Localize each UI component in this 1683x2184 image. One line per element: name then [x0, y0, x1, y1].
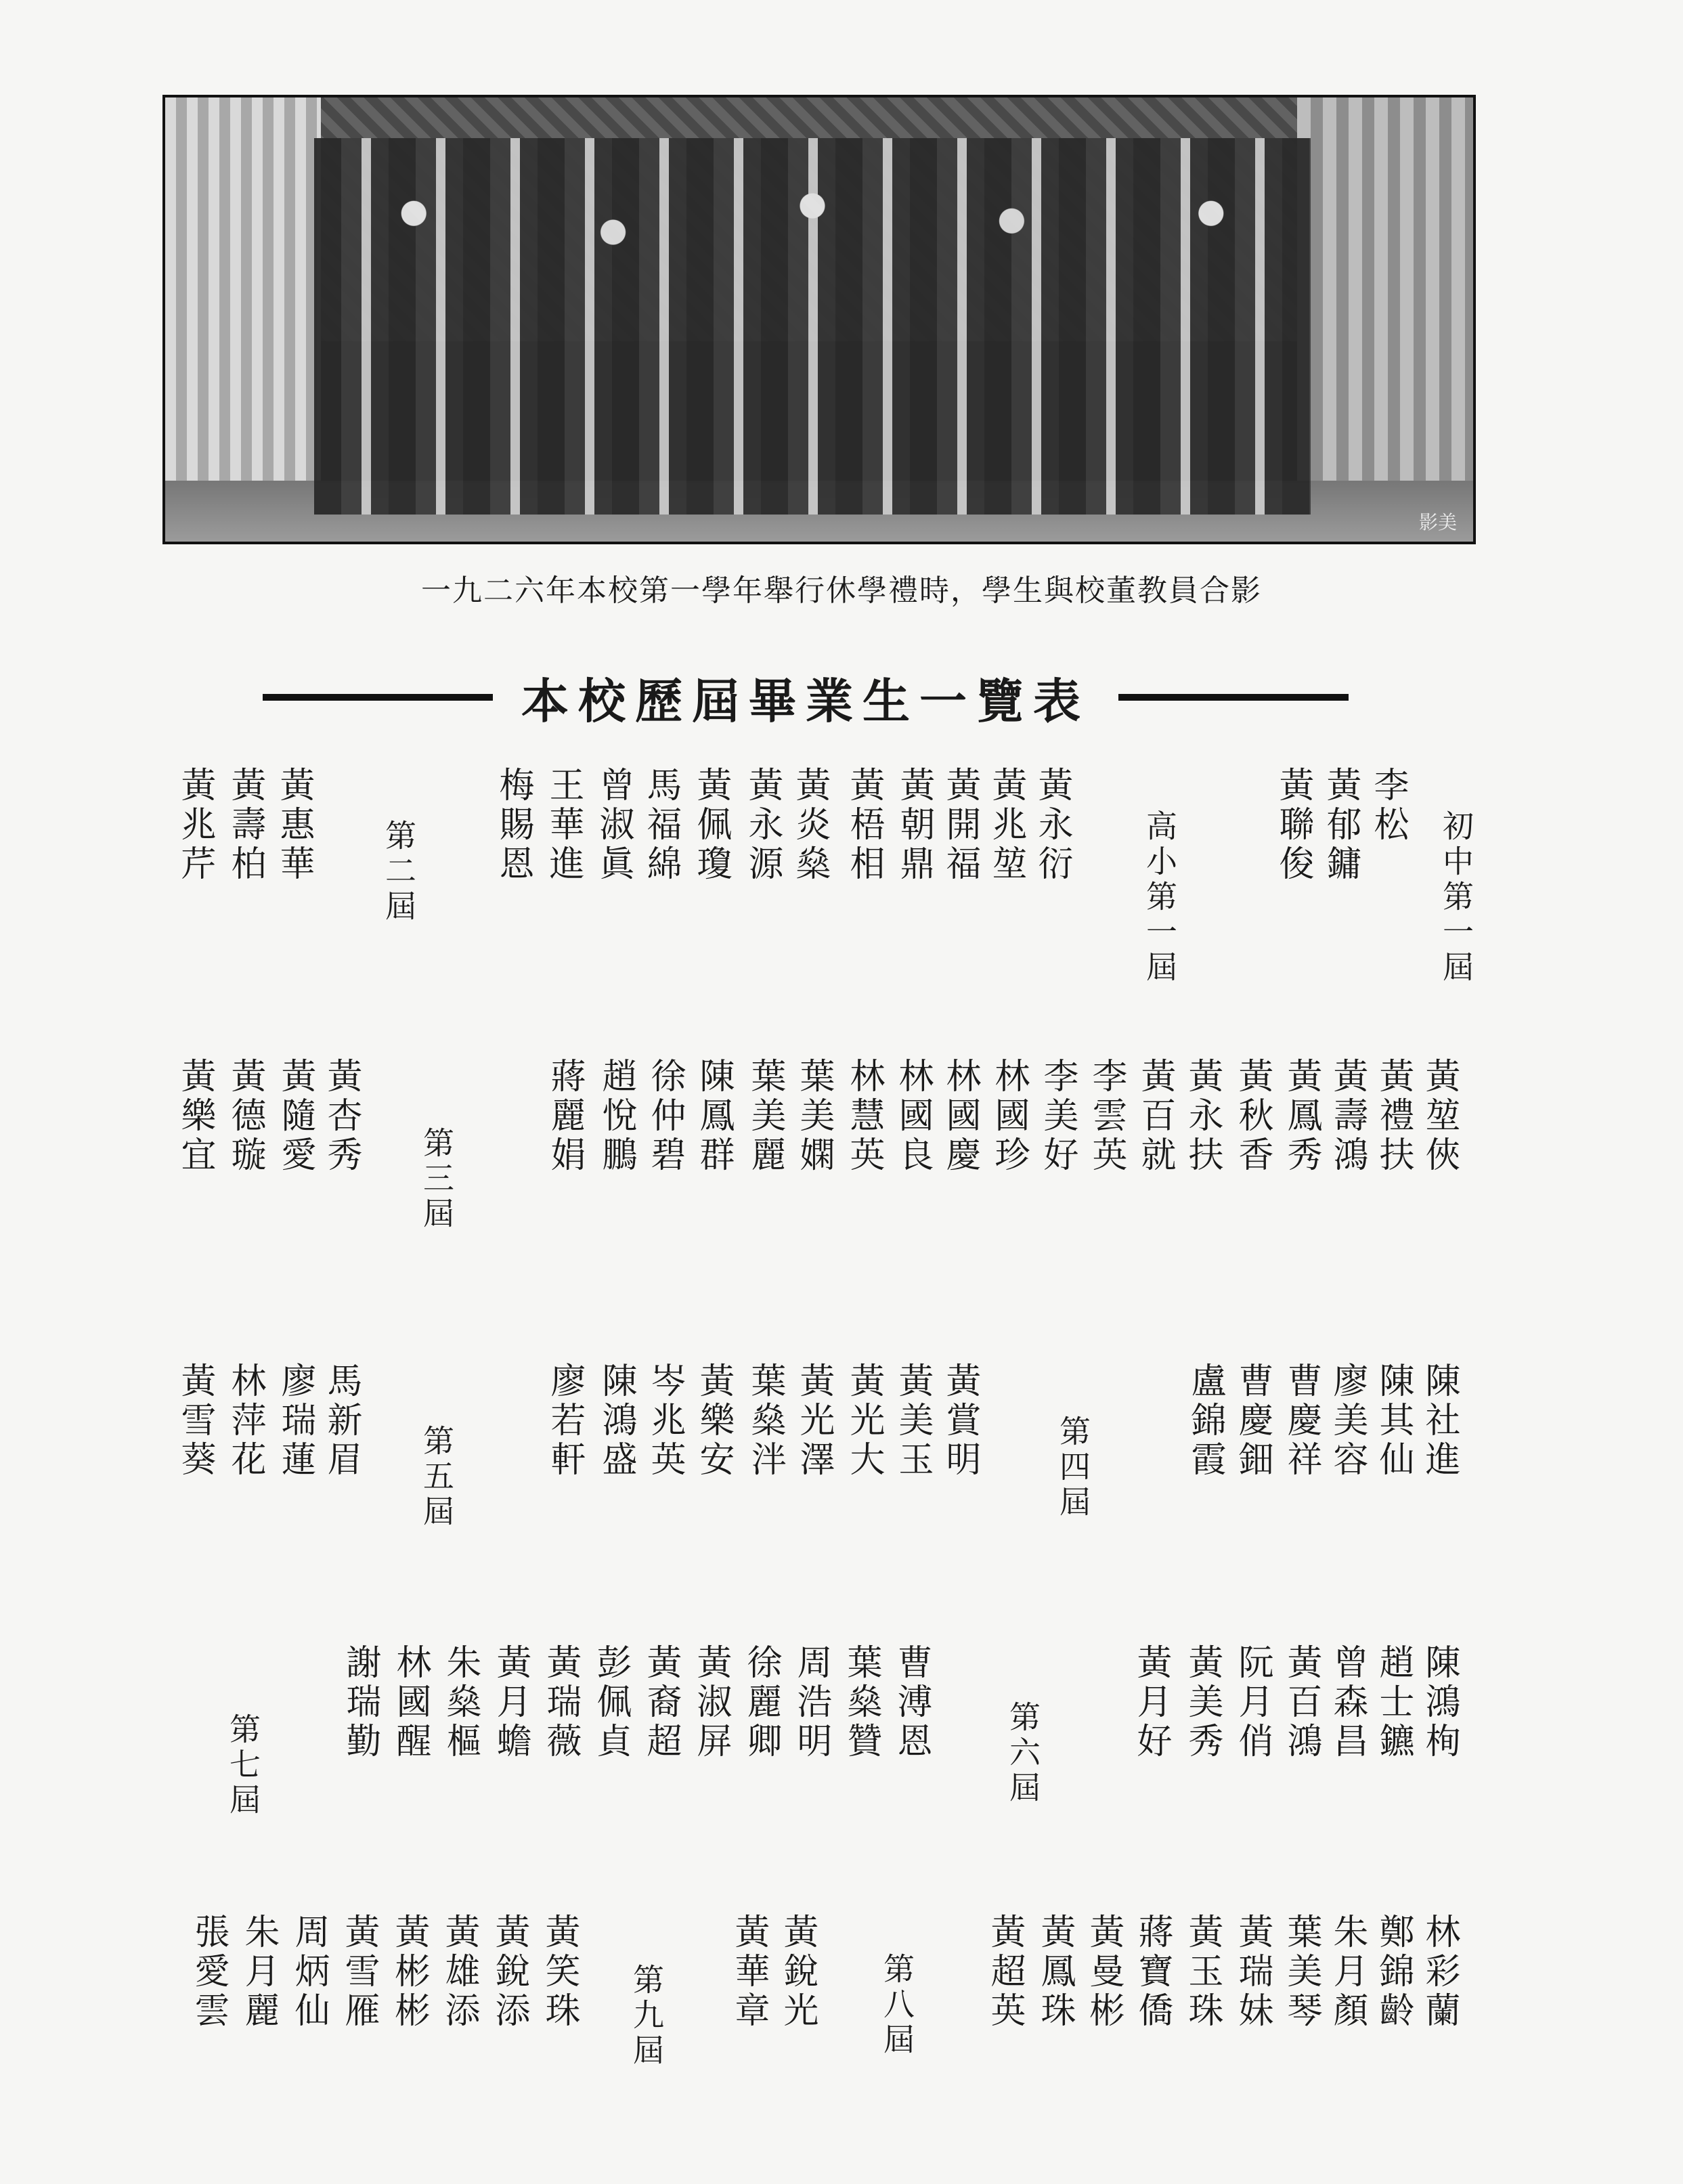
graduate-name: 黃笑珠	[539, 1913, 580, 2031]
graduate-name: 王華進	[543, 766, 584, 884]
graduate-name: 黃禮扶	[1373, 1057, 1414, 1175]
graduate-name: 黃光澤	[793, 1362, 834, 1480]
graduate-name: 馬福綿	[640, 766, 681, 884]
graduate-name: 黃梧相	[844, 766, 884, 884]
graduate-name: 林國珍	[988, 1057, 1029, 1175]
graduate-name: 黃佩瓊	[691, 766, 731, 884]
graduate-name: 梅賜恩	[493, 766, 533, 884]
photo-curtain-right	[1297, 97, 1473, 542]
graduate-name: 黃雪葵	[175, 1362, 215, 1480]
graduate-name: 黃彬彬	[389, 1913, 429, 2031]
graduate-name: 林國醒	[390, 1644, 431, 1762]
graduate-name: 黃淑屏	[691, 1644, 731, 1762]
graduate-name: 朱月顏	[1327, 1913, 1368, 2031]
graduate-name: 黃堃俠	[1419, 1057, 1460, 1175]
graduate-name: 葉美嫻	[793, 1057, 834, 1175]
graduate-name: 周炳仙	[288, 1913, 329, 2031]
graduate-name: 黃鳳秀	[1281, 1057, 1321, 1175]
graduate-name: 林彩蘭	[1419, 1913, 1460, 2031]
graduate-name: 林國良	[892, 1057, 933, 1175]
graduate-name: 陳鳳群	[693, 1057, 734, 1175]
photo-caption: 一九二六年本校第一學年舉行休學禮時，學生與校董教員合影	[421, 573, 1262, 608]
graduate-name: 黃聯俊	[1273, 766, 1313, 884]
title-rule-right	[1118, 694, 1349, 701]
graduate-name: 黃雄添	[439, 1913, 479, 2031]
graduate-name: 黃月蟾	[490, 1644, 531, 1762]
section-label-7: 第七屆	[225, 1713, 261, 1818]
graduate-name: 黃永源	[742, 766, 783, 884]
graduate-name: 黃華章	[728, 1913, 769, 2031]
section-label-3: 第三屆	[418, 1127, 455, 1232]
graduate-name: 林國慶	[940, 1057, 980, 1175]
graduate-name: 黃鳳珠	[1034, 1913, 1075, 2031]
graduate-name: 林慧英	[844, 1057, 884, 1175]
graduate-name: 岑兆英	[644, 1362, 685, 1480]
photo-curtain-left	[165, 97, 321, 542]
graduate-name: 黃百就	[1135, 1057, 1175, 1175]
graduate-name: 徐麗卿	[741, 1644, 781, 1762]
graduate-name: 朱月麗	[238, 1913, 279, 2031]
graduate-name: 黃永衍	[1032, 766, 1072, 884]
group-photo	[162, 95, 1476, 544]
graduate-name: 黃德璇	[225, 1057, 265, 1175]
graduate-name: 馬新眉	[321, 1362, 362, 1480]
graduate-name: 黃杏秀	[321, 1057, 362, 1175]
graduate-name: 葉燊泮	[745, 1362, 785, 1480]
graduate-name: 廖若軒	[544, 1362, 585, 1480]
graduate-name: 廖美容	[1327, 1362, 1368, 1480]
graduate-name: 李松	[1368, 766, 1408, 845]
graduate-name: 趙士鑣	[1373, 1644, 1414, 1762]
graduate-name: 黃瑞薇	[540, 1644, 581, 1762]
graduate-name: 黃炎燊	[789, 766, 830, 884]
graduate-name: 陳其仙	[1373, 1362, 1414, 1480]
graduate-name: 黃永扶	[1182, 1057, 1223, 1175]
graduate-name: 黃雪雁	[338, 1913, 379, 2031]
graduate-name: 黃銳光	[777, 1913, 818, 2031]
graduate-name: 曾淑眞	[593, 766, 634, 884]
section-label-5: 第五屆	[418, 1424, 455, 1530]
section-label-2: 第二屆	[380, 819, 417, 925]
graduate-name: 黃超英	[984, 1913, 1025, 2031]
graduate-name: 黃瑞妹	[1232, 1913, 1273, 2031]
graduate-name: 黃裔超	[640, 1644, 681, 1762]
graduate-name: 黃壽鴻	[1327, 1057, 1368, 1175]
graduate-name: 黃壽柏	[225, 766, 265, 884]
section-label-4: 第四屆	[1055, 1415, 1091, 1521]
graduate-name: 徐仲碧	[644, 1057, 685, 1175]
photo-credit: 影美	[1418, 511, 1457, 533]
graduate-name: 陳鴻盛	[596, 1362, 636, 1480]
graduate-name: 曹慶祥	[1281, 1362, 1321, 1480]
graduate-name: 阮月俏	[1232, 1644, 1273, 1762]
graduate-name: 朱燊樞	[440, 1644, 481, 1762]
graduate-name: 黃賞明	[940, 1362, 980, 1480]
graduate-name: 葉美麗	[745, 1057, 785, 1175]
section-label-6: 第六屆	[1005, 1701, 1041, 1806]
graduate-name: 曾森昌	[1327, 1644, 1368, 1762]
graduate-name: 黃玉珠	[1182, 1913, 1223, 2031]
graduate-name: 謝瑞勤	[340, 1644, 380, 1762]
section-label-8: 第八屆	[879, 1952, 915, 2058]
graduate-name: 黃美玉	[892, 1362, 933, 1480]
page-title: 本校歷屆畢業生一覽表	[521, 672, 1090, 729]
graduate-name: 黃樂安	[693, 1362, 734, 1480]
graduate-name: 黃惠華	[274, 766, 314, 884]
graduate-name: 黃朝鼎	[894, 766, 934, 884]
graduate-name: 曹溥恩	[891, 1644, 932, 1762]
graduate-name: 趙悅鵬	[596, 1057, 636, 1175]
graduate-name: 黃隨愛	[275, 1057, 315, 1175]
graduate-name: 蔣寶僑	[1132, 1913, 1173, 2031]
title-row	[263, 663, 1349, 731]
graduate-name: 黃郁鏞	[1320, 766, 1361, 884]
graduate-name: 陳社進	[1419, 1362, 1460, 1480]
graduate-name: 蔣麗娟	[544, 1057, 585, 1175]
graduate-name: 盧錦霞	[1185, 1362, 1225, 1480]
graduate-name: 黃秋香	[1232, 1057, 1273, 1175]
graduate-name: 鄭錦齡	[1373, 1913, 1414, 2031]
graduate-name: 陳鴻栒	[1419, 1644, 1460, 1762]
graduate-name: 林萍花	[225, 1362, 265, 1480]
graduate-name: 葉美琴	[1281, 1913, 1321, 2031]
photo-people	[314, 138, 1311, 515]
graduate-name: 葉燊贊	[841, 1644, 881, 1762]
section-label-9: 第九屆	[628, 1963, 665, 2069]
section-label-primary-1: 高小第一屆	[1141, 810, 1178, 986]
title-rule-left	[263, 694, 493, 701]
graduate-name: 黃美秀	[1182, 1644, 1223, 1762]
graduate-name: 黃兆芹	[175, 766, 215, 884]
section-label-junior-1: 初中第一屆	[1438, 810, 1474, 986]
graduate-name: 廖瑞蓮	[275, 1362, 315, 1480]
graduate-name: 彭佩貞	[590, 1644, 631, 1762]
graduate-name: 周浩明	[791, 1644, 831, 1762]
graduate-name: 黃曼彬	[1083, 1913, 1124, 2031]
graduate-name: 黃銳添	[489, 1913, 529, 2031]
graduate-name: 張愛雲	[188, 1913, 229, 2031]
graduate-name: 黃光大	[844, 1362, 884, 1480]
graduate-name: 黃兆堃	[986, 766, 1026, 884]
graduate-name: 黃樂宜	[175, 1057, 215, 1175]
graduate-name: 李雲英	[1086, 1057, 1127, 1175]
graduate-name: 黃開福	[940, 766, 980, 884]
graduate-name: 黃百鴻	[1281, 1644, 1321, 1762]
graduate-name: 黃月好	[1131, 1644, 1171, 1762]
graduate-name: 曹慶鈿	[1232, 1362, 1273, 1480]
graduate-name: 李美好	[1037, 1057, 1078, 1175]
